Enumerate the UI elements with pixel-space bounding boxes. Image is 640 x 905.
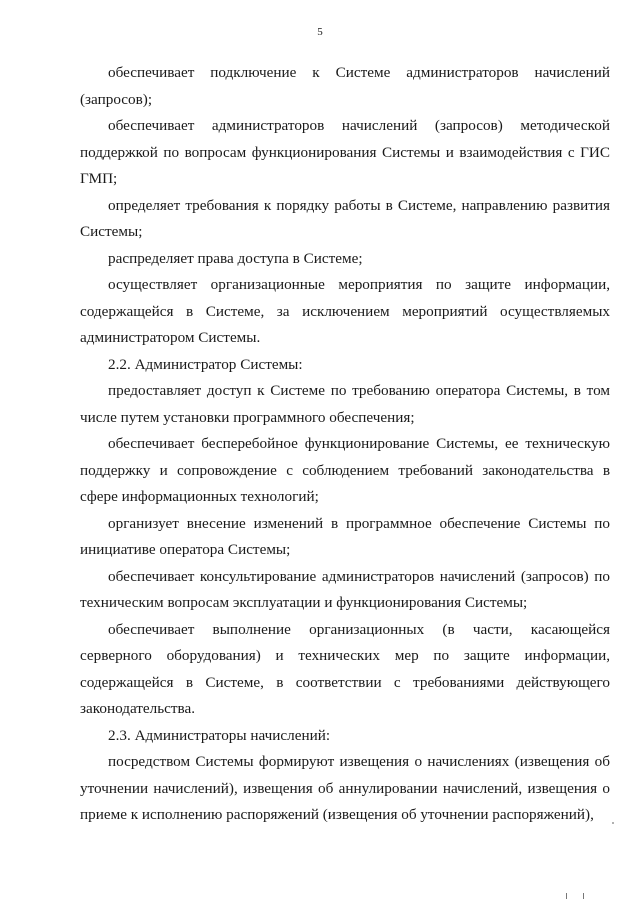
paragraph-operator-access-rights: распределяет права доступа в Системе; xyxy=(108,249,363,267)
section-heading-2-3: 2.3. Администраторы начислений: xyxy=(108,726,331,744)
paragraph-admin-access: предоставляет доступ к Системе по требованию оператора Системы, в том числе путем установки программного обеспечения; xyxy=(80,382,610,426)
scan-mark-right xyxy=(583,893,584,899)
scan-mark-left xyxy=(566,893,567,899)
section-heading-2-2: 2.2. Администратор Системы: xyxy=(108,355,303,373)
paragraph-operator-requirements: определяет требования к порядку работы в Системе, направлению развития Системы; xyxy=(80,196,610,240)
document-body xyxy=(80,60,610,829)
paragraph-admin-protection: обеспечивает выполнение организационных (в части, касающейся серверного оборудования) и технических мер по защите информации, содержащейся в Системе, в соответствии с требованиями действующего законодательства. xyxy=(80,620,610,717)
paragraph-admin-uptime: обеспечивает бесперебойное функционирование Системы, ее техническую поддержку и сопровождение с соблюдением требований законодательства в сфере информационных технологий; xyxy=(80,435,610,505)
page-number: 5 xyxy=(317,26,323,38)
paragraph-operator-protection: осуществляет организационные мероприятия по защите информации, содержащейся в Системе, за исключением мероприятий осуществляемых администратором Системы. xyxy=(80,276,610,346)
paragraph-operator-connect: обеспечивает подключение к Системе администраторов начислений (запросов); xyxy=(80,64,610,108)
paragraph-billing-notices: посредством Системы формируют извещения о начислениях (извещения об уточнении начислений), извещения об аннулировании начислений, извещения о приеме к исполнению распоряжений (извещения об уточнении распоряжений), xyxy=(80,753,610,823)
paragraph-admin-consulting: обеспечивает консультирование администраторов начислений (запросов) по техническим вопросам эксплуатации и функционирования Системы; xyxy=(80,567,610,611)
scan-speck xyxy=(612,822,614,824)
paragraph-operator-support: обеспечивает администраторов начислений (запросов) методической поддержкой по вопросам функционирования Системы и взаимодействия с ГИС ГМП; xyxy=(80,117,610,187)
paragraph-admin-changes: организует внесение изменений в программное обеспечение Системы по инициативе оператора Системы; xyxy=(80,514,610,558)
